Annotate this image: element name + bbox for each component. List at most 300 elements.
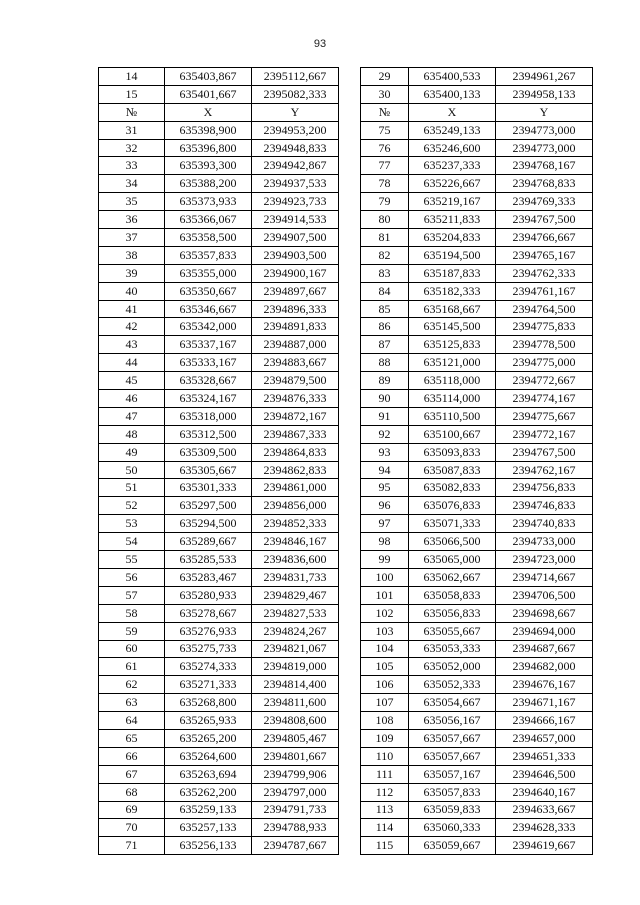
y-coordinate-cell: 2394769,333 xyxy=(496,193,593,211)
point-number-cell: 31 xyxy=(99,121,165,139)
x-coordinate-cell: 635060,333 xyxy=(409,819,496,837)
y-coordinate-cell: 2394657,000 xyxy=(496,729,593,747)
point-number-cell: 86 xyxy=(361,318,409,336)
table-row xyxy=(99,157,339,175)
x-coordinate-cell: 635114,000 xyxy=(409,390,496,408)
point-number-cell: 105 xyxy=(361,658,409,676)
x-coordinate-cell: 635249,133 xyxy=(409,121,496,139)
x-coordinate-cell: 635265,200 xyxy=(165,729,252,747)
x-coordinate-cell: 635312,500 xyxy=(165,425,252,443)
y-coordinate-cell: 2394706,500 xyxy=(496,586,593,604)
table-row xyxy=(361,819,593,837)
y-coordinate-cell: 2394775,000 xyxy=(496,354,593,372)
x-coordinate-cell: 635342,000 xyxy=(165,318,252,336)
y-coordinate-cell: 2394879,500 xyxy=(252,372,339,390)
point-number-cell: 55 xyxy=(99,551,165,569)
x-coordinate-cell: 635350,667 xyxy=(165,282,252,300)
x-coordinate-cell: 635057,833 xyxy=(409,783,496,801)
point-number-cell: 48 xyxy=(99,425,165,443)
table-row xyxy=(361,85,593,103)
y-coordinate-cell: 2394961,267 xyxy=(496,68,593,86)
column-header: № xyxy=(99,103,165,121)
column-header: № xyxy=(361,103,409,121)
y-coordinate-cell: 2394651,333 xyxy=(496,747,593,765)
x-coordinate-cell: 635065,000 xyxy=(409,551,496,569)
table-row xyxy=(99,479,339,497)
y-coordinate-cell: 2394772,167 xyxy=(496,425,593,443)
y-coordinate-cell: 2394778,500 xyxy=(496,336,593,354)
point-number-cell: 70 xyxy=(99,819,165,837)
x-coordinate-cell: 635071,333 xyxy=(409,515,496,533)
y-coordinate-cell: 2394948,833 xyxy=(252,139,339,157)
y-coordinate-cell: 2394831,733 xyxy=(252,568,339,586)
point-number-cell: 81 xyxy=(361,229,409,247)
y-coordinate-cell: 2394814,400 xyxy=(252,676,339,694)
point-number-cell: 32 xyxy=(99,139,165,157)
x-coordinate-cell: 635280,933 xyxy=(165,586,252,604)
x-coordinate-cell: 635087,833 xyxy=(409,461,496,479)
table-row xyxy=(361,264,593,282)
point-number-cell: 54 xyxy=(99,533,165,551)
x-coordinate-cell: 635259,133 xyxy=(165,801,252,819)
point-number-cell: 90 xyxy=(361,390,409,408)
x-coordinate-cell: 635082,833 xyxy=(409,479,496,497)
x-coordinate-cell: 635275,733 xyxy=(165,640,252,658)
y-coordinate-cell: 2394821,067 xyxy=(252,640,339,658)
point-number-cell: 62 xyxy=(99,676,165,694)
y-coordinate-cell: 2394775,667 xyxy=(496,407,593,425)
y-coordinate-cell: 2394768,167 xyxy=(496,157,593,175)
point-number-cell: 64 xyxy=(99,712,165,730)
x-coordinate-cell: 635187,833 xyxy=(409,264,496,282)
table-row xyxy=(361,68,593,86)
point-number-cell: 38 xyxy=(99,246,165,264)
y-coordinate-cell: 2394773,000 xyxy=(496,121,593,139)
x-coordinate-cell: 635301,333 xyxy=(165,479,252,497)
y-coordinate-cell: 2394767,500 xyxy=(496,211,593,229)
point-number-cell: 108 xyxy=(361,712,409,730)
column-header: Y xyxy=(496,103,593,121)
point-number-cell: 30 xyxy=(361,85,409,103)
point-number-cell: 99 xyxy=(361,551,409,569)
y-coordinate-cell: 2394801,667 xyxy=(252,747,339,765)
y-coordinate-cell: 2394891,833 xyxy=(252,318,339,336)
table-row xyxy=(361,551,593,569)
y-coordinate-cell: 2394907,500 xyxy=(252,229,339,247)
point-number-cell: 82 xyxy=(361,246,409,264)
y-coordinate-cell: 2394775,833 xyxy=(496,318,593,336)
x-coordinate-cell: 635145,500 xyxy=(409,318,496,336)
coordinates-table-left-body xyxy=(99,68,339,855)
point-number-cell: 106 xyxy=(361,676,409,694)
point-number-cell: 45 xyxy=(99,372,165,390)
y-coordinate-cell: 2394676,167 xyxy=(496,676,593,694)
x-coordinate-cell: 635268,800 xyxy=(165,694,252,712)
table-row xyxy=(361,461,593,479)
y-coordinate-cell: 2394646,500 xyxy=(496,765,593,783)
table-row xyxy=(361,568,593,586)
table-row xyxy=(361,533,593,551)
table-row xyxy=(361,783,593,801)
x-coordinate-cell: 635057,167 xyxy=(409,765,496,783)
x-coordinate-cell: 635057,667 xyxy=(409,747,496,765)
point-number-cell: 33 xyxy=(99,157,165,175)
point-number-cell: 68 xyxy=(99,783,165,801)
table-row xyxy=(99,246,339,264)
y-coordinate-cell: 2394666,167 xyxy=(496,712,593,730)
y-coordinate-cell: 2394923,733 xyxy=(252,193,339,211)
table-row xyxy=(361,604,593,622)
point-number-cell: 59 xyxy=(99,622,165,640)
table-row xyxy=(99,318,339,336)
table-row xyxy=(99,300,339,318)
y-coordinate-cell: 2394811,600 xyxy=(252,694,339,712)
table-row xyxy=(361,121,593,139)
page-number: 93 xyxy=(313,38,327,50)
point-number-cell: 58 xyxy=(99,604,165,622)
y-coordinate-cell: 2394953,200 xyxy=(252,121,339,139)
point-number-cell: 37 xyxy=(99,229,165,247)
table-row xyxy=(361,157,593,175)
x-coordinate-cell: 635285,533 xyxy=(165,551,252,569)
y-coordinate-cell: 2394829,467 xyxy=(252,586,339,604)
table-row xyxy=(361,801,593,819)
y-coordinate-cell: 2394788,933 xyxy=(252,819,339,837)
x-coordinate-cell: 635076,833 xyxy=(409,497,496,515)
point-number-cell: 100 xyxy=(361,568,409,586)
x-coordinate-cell: 635297,500 xyxy=(165,497,252,515)
point-number-cell: 102 xyxy=(361,604,409,622)
x-coordinate-cell: 635305,667 xyxy=(165,461,252,479)
point-number-cell: 57 xyxy=(99,586,165,604)
table-row xyxy=(99,229,339,247)
y-coordinate-cell: 2394762,167 xyxy=(496,461,593,479)
x-coordinate-cell: 635294,500 xyxy=(165,515,252,533)
table-row xyxy=(99,211,339,229)
table-row xyxy=(99,604,339,622)
table-row xyxy=(99,372,339,390)
y-coordinate-cell: 2394852,333 xyxy=(252,515,339,533)
y-coordinate-cell: 2394808,600 xyxy=(252,712,339,730)
table-row xyxy=(361,497,593,515)
y-coordinate-cell: 2394671,167 xyxy=(496,694,593,712)
x-coordinate-cell: 635246,600 xyxy=(409,139,496,157)
point-number-cell: 41 xyxy=(99,300,165,318)
x-coordinate-cell: 635057,667 xyxy=(409,729,496,747)
point-number-cell: 43 xyxy=(99,336,165,354)
y-coordinate-cell: 2395082,333 xyxy=(252,85,339,103)
y-coordinate-cell: 2394827,533 xyxy=(252,604,339,622)
y-coordinate-cell: 2394628,333 xyxy=(496,819,593,837)
y-coordinate-cell: 2394872,167 xyxy=(252,407,339,425)
table-row xyxy=(99,712,339,730)
y-coordinate-cell: 2394787,667 xyxy=(252,837,339,855)
point-number-cell: 61 xyxy=(99,658,165,676)
y-coordinate-cell: 2394765,167 xyxy=(496,246,593,264)
x-coordinate-cell: 635257,133 xyxy=(165,819,252,837)
coordinates-tables xyxy=(98,67,593,853)
table-row xyxy=(361,425,593,443)
point-number-cell: 78 xyxy=(361,175,409,193)
point-number-cell: 115 xyxy=(361,837,409,855)
x-coordinate-cell: 635219,167 xyxy=(409,193,496,211)
y-coordinate-cell: 2394887,000 xyxy=(252,336,339,354)
point-number-cell: 112 xyxy=(361,783,409,801)
table-row xyxy=(99,390,339,408)
point-number-cell: 101 xyxy=(361,586,409,604)
x-coordinate-cell: 635056,833 xyxy=(409,604,496,622)
point-number-cell: 91 xyxy=(361,407,409,425)
x-coordinate-cell: 635056,167 xyxy=(409,712,496,730)
coordinates-table-left xyxy=(98,67,339,855)
table-row xyxy=(361,479,593,497)
point-number-cell: 50 xyxy=(99,461,165,479)
x-coordinate-cell: 635398,900 xyxy=(165,121,252,139)
y-coordinate-cell: 2394640,167 xyxy=(496,783,593,801)
x-coordinate-cell: 635121,000 xyxy=(409,354,496,372)
x-coordinate-cell: 635058,833 xyxy=(409,586,496,604)
y-coordinate-cell: 2394682,000 xyxy=(496,658,593,676)
x-coordinate-cell: 635278,667 xyxy=(165,604,252,622)
x-coordinate-cell: 635093,833 xyxy=(409,443,496,461)
y-coordinate-cell: 2394746,833 xyxy=(496,497,593,515)
point-number-cell: 39 xyxy=(99,264,165,282)
table-row xyxy=(361,729,593,747)
point-number-cell: 14 xyxy=(99,68,165,86)
point-number-cell: 44 xyxy=(99,354,165,372)
table-row xyxy=(361,390,593,408)
x-coordinate-cell: 635054,667 xyxy=(409,694,496,712)
table-row xyxy=(99,461,339,479)
point-number-cell: 97 xyxy=(361,515,409,533)
table-row xyxy=(99,407,339,425)
y-coordinate-cell: 2394633,667 xyxy=(496,801,593,819)
y-coordinate-cell: 2394856,000 xyxy=(252,497,339,515)
table-row xyxy=(361,407,593,425)
point-number-cell: 71 xyxy=(99,837,165,855)
point-number-cell: 96 xyxy=(361,497,409,515)
x-coordinate-cell: 635400,533 xyxy=(409,68,496,86)
x-coordinate-cell: 635276,933 xyxy=(165,622,252,640)
x-coordinate-cell: 635237,333 xyxy=(409,157,496,175)
point-number-cell: 29 xyxy=(361,68,409,86)
table-row xyxy=(99,425,339,443)
table-row xyxy=(99,801,339,819)
table-row xyxy=(99,568,339,586)
table-row xyxy=(99,694,339,712)
x-coordinate-cell: 635052,333 xyxy=(409,676,496,694)
point-number-cell: 76 xyxy=(361,139,409,157)
table-row xyxy=(99,354,339,372)
point-number-cell: 79 xyxy=(361,193,409,211)
table-row xyxy=(361,300,593,318)
column-header: X xyxy=(165,103,252,121)
table-row xyxy=(361,372,593,390)
point-number-cell: 66 xyxy=(99,747,165,765)
point-number-cell: 36 xyxy=(99,211,165,229)
x-coordinate-cell: 635262,200 xyxy=(165,783,252,801)
point-number-cell: 107 xyxy=(361,694,409,712)
table-row xyxy=(99,551,339,569)
point-number-cell: 109 xyxy=(361,729,409,747)
y-coordinate-cell: 2394861,000 xyxy=(252,479,339,497)
y-coordinate-cell: 2394733,000 xyxy=(496,533,593,551)
y-coordinate-cell: 2394867,333 xyxy=(252,425,339,443)
table-row xyxy=(99,515,339,533)
x-coordinate-cell: 635059,833 xyxy=(409,801,496,819)
y-coordinate-cell: 2394767,500 xyxy=(496,443,593,461)
table-row xyxy=(361,229,593,247)
table-row xyxy=(99,819,339,837)
point-number-cell: 53 xyxy=(99,515,165,533)
x-coordinate-cell: 635355,000 xyxy=(165,264,252,282)
x-coordinate-cell: 635366,067 xyxy=(165,211,252,229)
x-coordinate-cell: 635211,833 xyxy=(409,211,496,229)
table-row xyxy=(99,765,339,783)
y-coordinate-cell: 2394723,000 xyxy=(496,551,593,569)
table-row xyxy=(361,586,593,604)
point-number-cell: 67 xyxy=(99,765,165,783)
x-coordinate-cell: 635346,667 xyxy=(165,300,252,318)
table-row xyxy=(99,264,339,282)
point-number-cell: 15 xyxy=(99,85,165,103)
x-coordinate-cell: 635333,167 xyxy=(165,354,252,372)
point-number-cell: 104 xyxy=(361,640,409,658)
y-coordinate-cell: 2394937,533 xyxy=(252,175,339,193)
x-coordinate-cell: 635403,867 xyxy=(165,68,252,86)
x-coordinate-cell: 635388,200 xyxy=(165,175,252,193)
point-number-cell: 47 xyxy=(99,407,165,425)
y-coordinate-cell: 2394768,833 xyxy=(496,175,593,193)
point-number-cell: 87 xyxy=(361,336,409,354)
x-coordinate-cell: 635125,833 xyxy=(409,336,496,354)
x-coordinate-cell: 635110,500 xyxy=(409,407,496,425)
table-row xyxy=(99,443,339,461)
y-coordinate-cell: 2394914,533 xyxy=(252,211,339,229)
point-number-cell: 114 xyxy=(361,819,409,837)
point-number-cell: 42 xyxy=(99,318,165,336)
table-header-row xyxy=(361,103,593,121)
point-number-cell: 83 xyxy=(361,264,409,282)
table-row xyxy=(361,193,593,211)
point-number-cell: 95 xyxy=(361,479,409,497)
y-coordinate-cell: 2394774,167 xyxy=(496,390,593,408)
point-number-cell: 51 xyxy=(99,479,165,497)
table-row xyxy=(99,85,339,103)
x-coordinate-cell: 635373,933 xyxy=(165,193,252,211)
table-row xyxy=(361,658,593,676)
y-coordinate-cell: 2394694,000 xyxy=(496,622,593,640)
column-header: X xyxy=(409,103,496,121)
y-coordinate-cell: 2394766,667 xyxy=(496,229,593,247)
x-coordinate-cell: 635066,500 xyxy=(409,533,496,551)
table-row xyxy=(361,246,593,264)
y-coordinate-cell: 2394687,667 xyxy=(496,640,593,658)
point-number-cell: 113 xyxy=(361,801,409,819)
point-number-cell: 98 xyxy=(361,533,409,551)
x-coordinate-cell: 635271,333 xyxy=(165,676,252,694)
x-coordinate-cell: 635328,667 xyxy=(165,372,252,390)
table-row xyxy=(361,139,593,157)
table-row xyxy=(99,282,339,300)
point-number-cell: 60 xyxy=(99,640,165,658)
y-coordinate-cell: 2394836,600 xyxy=(252,551,339,569)
table-row xyxy=(99,533,339,551)
table-row xyxy=(99,783,339,801)
table-row xyxy=(361,694,593,712)
point-number-cell: 80 xyxy=(361,211,409,229)
point-number-cell: 65 xyxy=(99,729,165,747)
table-row xyxy=(99,139,339,157)
point-number-cell: 93 xyxy=(361,443,409,461)
table-row xyxy=(361,354,593,372)
point-number-cell: 52 xyxy=(99,497,165,515)
point-number-cell: 77 xyxy=(361,157,409,175)
point-number-cell: 49 xyxy=(99,443,165,461)
point-number-cell: 35 xyxy=(99,193,165,211)
point-number-cell: 75 xyxy=(361,121,409,139)
x-coordinate-cell: 635393,300 xyxy=(165,157,252,175)
table-row xyxy=(361,175,593,193)
table-row xyxy=(99,175,339,193)
y-coordinate-cell: 2394761,167 xyxy=(496,282,593,300)
x-coordinate-cell: 635265,933 xyxy=(165,712,252,730)
table-row xyxy=(99,658,339,676)
x-coordinate-cell: 635256,133 xyxy=(165,837,252,855)
table-row xyxy=(99,622,339,640)
x-coordinate-cell: 635274,333 xyxy=(165,658,252,676)
y-coordinate-cell: 2394876,333 xyxy=(252,390,339,408)
y-coordinate-cell: 2394824,267 xyxy=(252,622,339,640)
y-coordinate-cell: 2394958,133 xyxy=(496,85,593,103)
table-header-row xyxy=(99,103,339,121)
x-coordinate-cell: 635053,333 xyxy=(409,640,496,658)
y-coordinate-cell: 2394896,333 xyxy=(252,300,339,318)
table-row xyxy=(361,282,593,300)
y-coordinate-cell: 2394762,333 xyxy=(496,264,593,282)
x-coordinate-cell: 635357,833 xyxy=(165,246,252,264)
point-number-cell: 110 xyxy=(361,747,409,765)
x-coordinate-cell: 635062,667 xyxy=(409,568,496,586)
x-coordinate-cell: 635263,694 xyxy=(165,765,252,783)
y-coordinate-cell: 2394714,667 xyxy=(496,568,593,586)
x-coordinate-cell: 635182,333 xyxy=(409,282,496,300)
x-coordinate-cell: 635264,600 xyxy=(165,747,252,765)
x-coordinate-cell: 635194,500 xyxy=(409,246,496,264)
y-coordinate-cell: 2394772,667 xyxy=(496,372,593,390)
point-number-cell: 63 xyxy=(99,694,165,712)
x-coordinate-cell: 635318,000 xyxy=(165,407,252,425)
x-coordinate-cell: 635309,500 xyxy=(165,443,252,461)
point-number-cell: 69 xyxy=(99,801,165,819)
table-row xyxy=(361,837,593,855)
y-coordinate-cell: 2394698,667 xyxy=(496,604,593,622)
point-number-cell: 46 xyxy=(99,390,165,408)
table-row xyxy=(99,68,339,86)
table-row xyxy=(361,747,593,765)
coordinates-table-right xyxy=(360,67,593,855)
y-coordinate-cell: 2395112,667 xyxy=(252,68,339,86)
x-coordinate-cell: 635401,667 xyxy=(165,85,252,103)
x-coordinate-cell: 635100,667 xyxy=(409,425,496,443)
point-number-cell: 84 xyxy=(361,282,409,300)
table-row xyxy=(99,336,339,354)
y-coordinate-cell: 2394797,000 xyxy=(252,783,339,801)
y-coordinate-cell: 2394764,500 xyxy=(496,300,593,318)
y-coordinate-cell: 2394805,467 xyxy=(252,729,339,747)
y-coordinate-cell: 2394883,667 xyxy=(252,354,339,372)
x-coordinate-cell: 635226,667 xyxy=(409,175,496,193)
